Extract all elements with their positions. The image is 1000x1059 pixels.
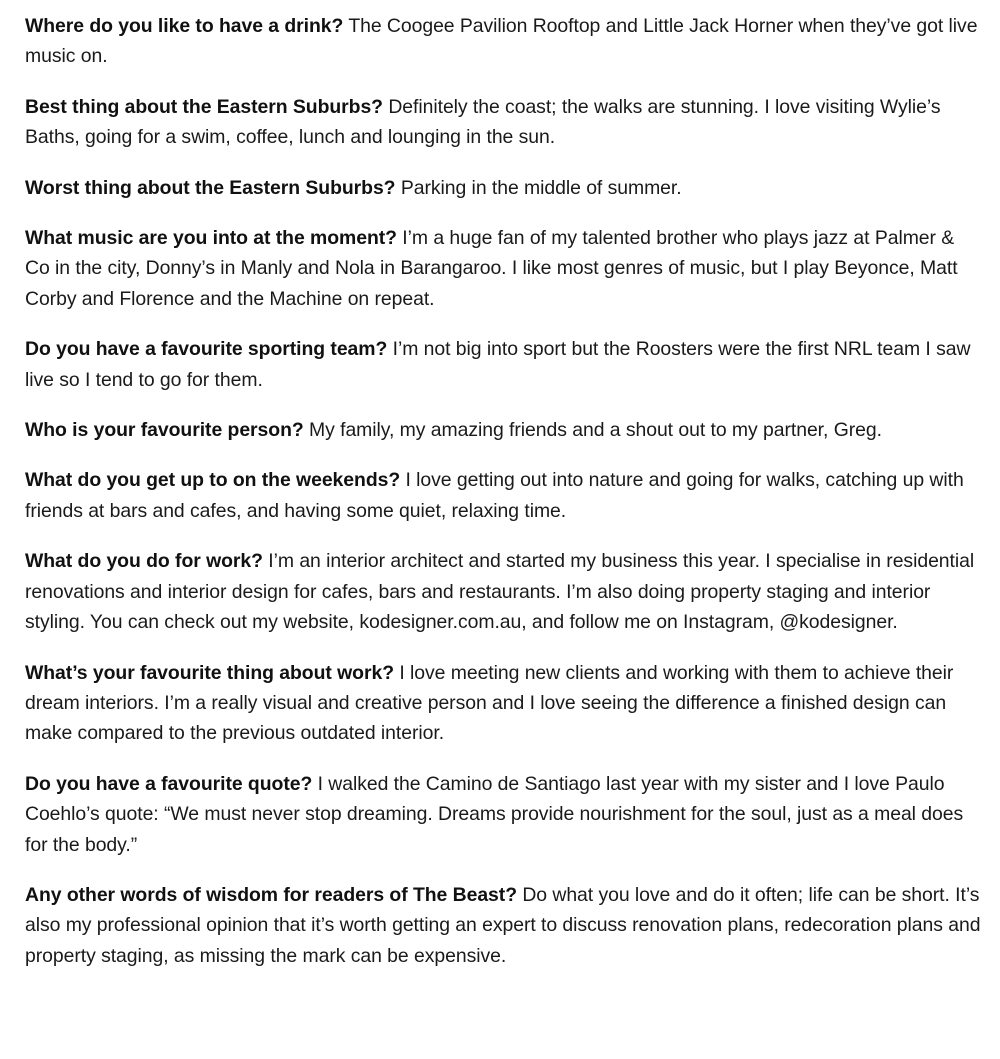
answer: I walked the Camino de Santiago last year with my sister and I love Paulo Coehlo’s quote: “We must never stop dreaming. Dreams provide nourishment for the soul, just as a meal does for the body.” [25,772,964,856]
answer: Definitely the coast; the walks are stunning. I love visiting Wylie’s Baths, going for a swim, coffee, lunch and lounging in the sun. [25,95,941,149]
question: Worst thing about the Eastern Suburbs? [25,176,396,199]
answer: Parking in the middle of summer. [400,176,682,199]
answer: I’m not big into sport but the Roosters were the first NRL team I saw live so I tend to go for them. [25,338,971,391]
qa-weekends [25,465,983,526]
answer: I’m an interior architect and started my business this year. I specialise in residential renovations and interior design for cafes, bars and restaurants. I’m also doing property staging and interior styling. You can check out my website, kodesigner.com.au, and follow me on Instagram, @kodesigner. [25,550,975,634]
answer: My family, my amazing friends and a shout out to my partner, Greg. [309,419,882,442]
question: Do you have a favourite sporting team? [25,338,388,361]
question: Best thing about the Eastern Suburbs? [25,95,383,118]
qa-favourite-quote [25,769,983,860]
answer: I love getting out into nature and going for walks, catching up with friends at bars and cafes, and having some quiet, relaxing time. [25,469,964,522]
question: What’s your favourite thing about work? [25,661,394,684]
qa-worst-thing [25,173,983,203]
qa-sporting-team [25,334,983,395]
answer: I’m a huge fan of my talented brother who plays jazz at Palmer & Co in the city, Donny’s in Manly and Nola in Barangaroo. I like most genres of music, but I play Beyonce, Matt Corby and Florence and the Machine on repeat. [25,227,958,310]
qa-work [25,546,983,637]
question: What do you get up to on the weekends? [25,469,401,492]
question: Any other words of wisdom for readers of The Beast? [25,883,517,906]
answer: I love meeting new clients and working with them to achieve their dream interiors. I’m a really visual and creative person and I love seeing the difference a finished design can make compared to the previous outdated interior. [25,661,954,745]
answer: The Coogee Pavilion Rooftop and Little Jack Horner when they’ve got live music on. [25,15,978,68]
question: Where do you like to have a drink? [25,15,344,37]
question: Do you have a favourite quote? [25,772,313,795]
qa-favourite-person [25,415,983,445]
qa-drink [25,11,983,72]
answer: Do what you love and do it often; life can be short. It’s also my professional opinion that it’s worth getting an expert to discuss renovation plans, redecoration plans and property staging, as missing the mark can be expensive. [25,883,981,967]
qa-words-of-wisdom [25,880,983,971]
qa-favourite-thing-work [25,658,983,749]
question: Who is your favourite person? [25,419,304,442]
qa-best-thing [25,92,983,153]
question: What music are you into at the moment? [25,227,397,250]
qa-music [25,223,983,314]
question: What do you do for work? [25,550,263,573]
